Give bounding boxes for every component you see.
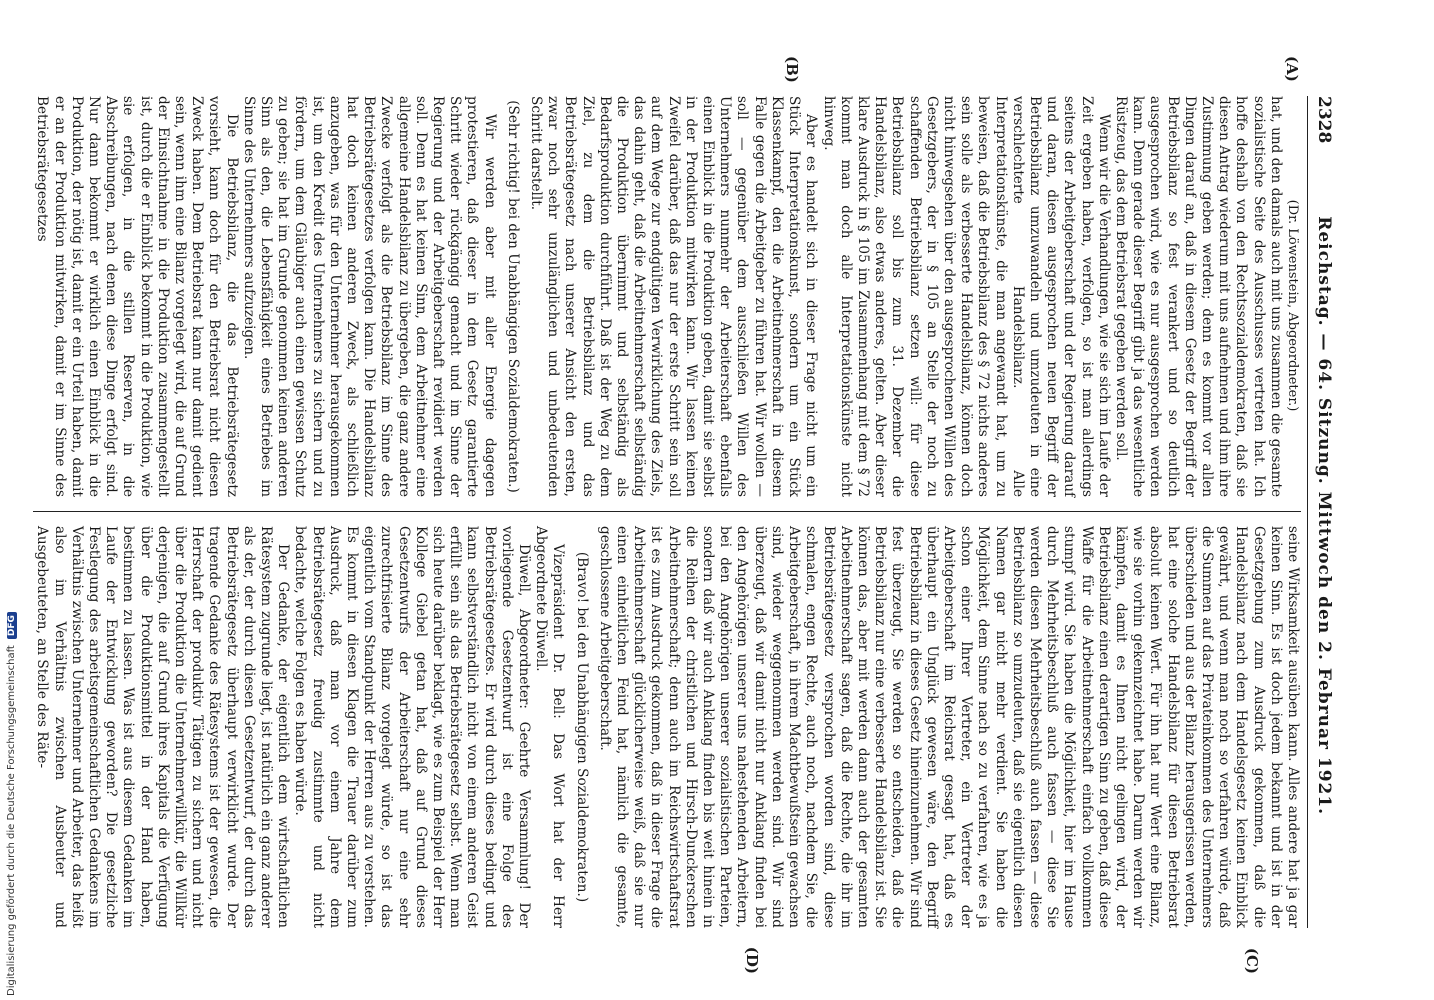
paragraph: Der Gedanke, der eigentlich dem wirtschaftlichen Rätesystem zugrunde liegt, ist natürlich ein ganz anderer als der, der durch diesen Gesetzentwurf, der durch das Betriebsrätegesetz überhaupt verwirklicht wurde. Der tragende Gedanke des Rätesystems ist der gewesen, die Herrschaft der produktiv Tätigen zu sichern und nicht über die Produktion die Unternehmerwillkür, die Willkür derjenigen, die auf Grund ihres Kapitals die Verfügung über die Produktionsmittel in der Hand haben, bestimmen zu lassen. Was ist aus diesem Gedanken im Laufe der Entwicklung geworden? Die gesetzliche Festlegung des arbeitsgemeinschaftlichen Gedankens im Verhältnis zwischen Unternehmer und Arbeiter, das heißt also im Verhältnis zwischen Ausbeuter und Ausgebeuteten, an Stelle des Räte- (34, 526, 292, 928)
text-columns (33, 56, 1301, 974)
credit-text: Digitalisierung gefördert durch die Deutsche Forschungsgemeinschaft (6, 645, 17, 996)
interjection: (Sehr richtig! bei den Unabhängigen Sozialdemokraten.) (504, 100, 521, 493)
speaker-heading: (Dr. Löwenstein, Abgeordneter.) (1285, 199, 1300, 412)
dfg-logo: DFG (7, 612, 17, 639)
digitization-credit (6, 612, 17, 996)
paragraph: Die Betriebsbilanz, die das Betriebsrätegesetz vorsieht, kann doch für den Betriebsrat nicht diesen Zweck haben. Dem Betriebsrat kann nur damit gedient sein, wenn ihm eine Bilanz vorgelegt wird, die auf Grund der Einsichtnahme in die Produktion zusammengestellt ist, durch die er Einblick bekommt in die Produktion, wie sie erfolgen, in die stillen Reserven, in die Abschreibungen, nach denen diese Dinge erfolgt sind. Nur dann bekommt er wirklich einen Einblick in die Produktion, der nötig ist, damit er ein Urteil haben, damit er an der Produktion mitwirken, damit er im Sinne des Betriebsrätegesetzes (34, 96, 240, 497)
page-title: Reichstag. — 64. Sitzung. Mittwoch den 2. Februar 1921. (1314, 216, 1334, 816)
left-column (33, 96, 1301, 512)
margin-mark-a: (A) (1283, 56, 1301, 82)
margin-mark-c: (C) (1243, 947, 1261, 974)
speaker-line: Vizepräsident Dr. Bell: Das Wort hat der Herr Abgeordnete Düwell. (533, 526, 567, 928)
right-column (33, 512, 1301, 928)
margin-mark-b: (B) (783, 56, 801, 83)
paragraph: hat, und den damals auch mit uns zusammen die gesamte sozialistische Seite des Ausschusses vertreten hat. Ich hoffe deshalb von den Rechtssozialdemokraten, daß sie diesen Antrag wiederum mit uns aufnehmen und ihm ihre Zustimmung geben werden; denn es kommt vor allen Dingen darauf an, daß in diesem Gesetz der Begriff der Betriebsbilanz so fest verankert und so deutlich ausgesprochen wird, wie es nur ausgesprochen werden kann. Denn gerade dieser Begriff gibt ja das wesentliche Rüstzeug, das dem Betriebsrat gegeben werden soll. (1112, 96, 1284, 497)
paragraph: Wenn wir die Verhandlungen, wie sie sich im Laufe der Zeit ergeben haben, verfolgen, so ist man allerdings seitens der Arbeitgeberschaft und der Regierung darauf und daran, diesen ausgesprochen neuen Begriff der Betriebsbilanz umzuwandeln und umzudeuten in eine verschlechterte Handelsbilanz. Alle Interpretationskünste, die man angewandt hat, um zu beweisen, daß die Betriebsbilanz des § 72 nichts anderes sein solle als verbesserte Handelsbilanz, können doch nicht hinwegsehen über den ausgesprochenen Willen des Gesetzgebers, der in § 105 an Stelle der noch zu schaffenden Betriebsbilanz setzen will: für diese Betriebsbilanz soll bis zum 31. Dezember die Handelsbilanz, also etwas anderes, gelten. Aber dieser klare Ausdruck in § 105 im Zusammenhang mit dem § 72 kommt man doch alle Interpretationskünste nicht hinweg. (820, 96, 1112, 497)
paragraph: Aber es handelt sich in dieser Frage nicht um ein Stück Interpretationskunst, sondern um ein Stück Klassenkampf, den die Arbeitnehmerschaft in diesem Falle gegen die Arbeitgeber zu führen hat. Wir wollen — soll — gegenüber dem ausschließen Willen des Unternehmers nunmehr der Arbeiterschaft ebenfalls einen Einblick in die Produktion geben, damit sie selbst in der Produktion mitwirken kann. Wir lassen keinen Zweifel darüber, daß das nur der erste Schritt sein soll auf dem Wege zur endgültigen Verwirklichung des Ziels, das dahin geht, daß die Arbeitnehmerschaft selbständig die Produktion übernimmt und selbständig als Bedarfsproduktion durchführt. Daß ist der Weg zu dem Ziel, zu dem die Betriebsbilanz und das Betriebsrätegesetz nach unserer Ansicht den ersten, zwar noch sehr unzulänglichen und unbedeutenden Schritt darstellt. (528, 96, 820, 497)
page-number: 2328 (1314, 96, 1334, 144)
margin-mark-d: (D) (743, 946, 761, 974)
paragraph: seine Wirksamkeit ausüben kann. Alles andere hat ja gar keinen Sinn. Es ist doch jedem bekannt und ist in der Gesetzgebung zum Ausdruck gekommen, daß die Handelsbilanz nach dem Handelsgesetz keinen Einblick gewährt, und wenn man noch so verfahren würde, daß die Summen auf das Privateinkommen des Unternehmers überschieden und aus der Bilanz herausgerissen werden, hat eine solche Handelsbilanz für diesen Betriebsrat absolut keinen Wert. Für ihn hat nur Wert eine Bilanz, wie sie vorhin gekennzeichnet habe. Darum werden wir kämpfen, damit es Ihnen nicht gelingen wird, der Betriebsbilanz einen derartigen Sinn zu geben, daß diese Waffe für die Arbeitnehmerschaft einfach vollkommen stumpf wird. Sie haben die Möglichkeit, hier im Hause durch Mehrheitsbeschluß auch fassen — diese Sie werden diesen Mehrheitsbeschluß auch fassen — diese Betriebsbilanz so umzudeuten, daß sie eigentlich diesen Namen gar nicht mehr verdient. Sie haben die Möglichkeit, dem Sinne nach so zu verfahren, wie es ja schon einer Ihrer Vertreter, ein Vertreter der Arbeitgeberschaft im Reichsrat gesagt hat, daß es überhaupt ein Unglück gewesen wäre, den Begriff Betriebsbilanz in dieses Gesetz hineinzunehmen. Wir sind fest überzeugt, Sie werden so entscheiden, daß die Betriebsbilanz nur eine verbesserte Handelsbilanz ist. Sie können das, aber mit werden dann auch der gesamten Arbeitnehmerschaft sagen, daß die Rechte, die ihr im Betriebsrätegesetz versprochen worden sind, diese schmalen, engen Rechte, auch noch, nachdem Sie, die Arbeitgeberschaft, in ihrem Machtbewußtsein gewachsen sind, wieder weggenommen werden sind. Wir sind überzeugt, daß wir damit nicht nur Anklang finden bei den Angehörigen unserer uns nahestehenden Arbeitern, bei den Angehörigen unserer sozialistischen Parteien, sondern daß wir auch Anklang finden bis weit hinein in die Reihen der christlichen und Hirsch-Dunckerschen Arbeitnehmerschaft; denn auch im Reichswirtschaftsrat ist es zum Ausdruck gekommen, daß in dieser Frage die Arbeitnehmerschaft glücklicherweise weiß, daß sie nur einen einheitlichen Feind hat, nämlich die gesamte, geschlossene Arbeitgeberschaft. (596, 526, 1301, 928)
page-header (1307, 96, 1334, 928)
paragraph: Düwell, Abgeordneter: Geehrte Versammlung! Der vorliegende Gesetzentwurf ist eine Folge des Betriebsrätegesetzes. Er wird durch dieses bedingt und kann selbstverständlich nicht von einem anderen Geist erfüllt sein als das Betriebsrätegesetz selbst. Wenn man sich heute darüber beklagt, wie es zum Beispiel der Herr Kollege Giebel getan hat, daß auf Grund dieses Gesetzentwurfs der Arbeiterschaft nur eine sehr zurechtfrisierte Bilanz vorgelegt würde, so ist das eigentlich vom Standpunkt der Herren aus zu verstehen. Es kommt in diesen Klagen die Trauer darüber zum Ausdruck, daß man vor einem Jahre dem Betriebsrätegesetz freudig zustimmte und nicht bedachte, welche Folgen es haben würde. (292, 526, 533, 928)
interjection: (Bravo! bei den Unabhängigen Sozialdemokraten.) (573, 551, 590, 903)
paragraph: Wir werden aber mit aller Energie dagegen protestieren, daß dieser in dem Gesetz garantierte Schritt wieder rückgängig gemacht und im Sinne der Regierung und der Arbeitgeberschaft revidiert werden soll. Denn es hat keinen Sinn, dem Arbeitnehmer eine allgemeine Handelsbilanz zu übergeben, die ganz andere Zwecke verfolgt als die Betriebsbilanz im Sinne des Betriebsrätegesetzes verfolgen kann. Die Handelsbilanz hat doch keinen anderen Zweck, als schließlich anzugeben, was für den Unternehmer herausgekommen ist, um den Kredit des Unternehmers zu sichern und zu fördern, um dem Gläubiger auch einen gewissen Schutz zu geben; sie hat im Grunde genommen keinen anderen Sinn als den, die Lebensfähigkeit eines Betriebes im Sinne des Unternehmers aufzuzeigen. (240, 96, 498, 497)
